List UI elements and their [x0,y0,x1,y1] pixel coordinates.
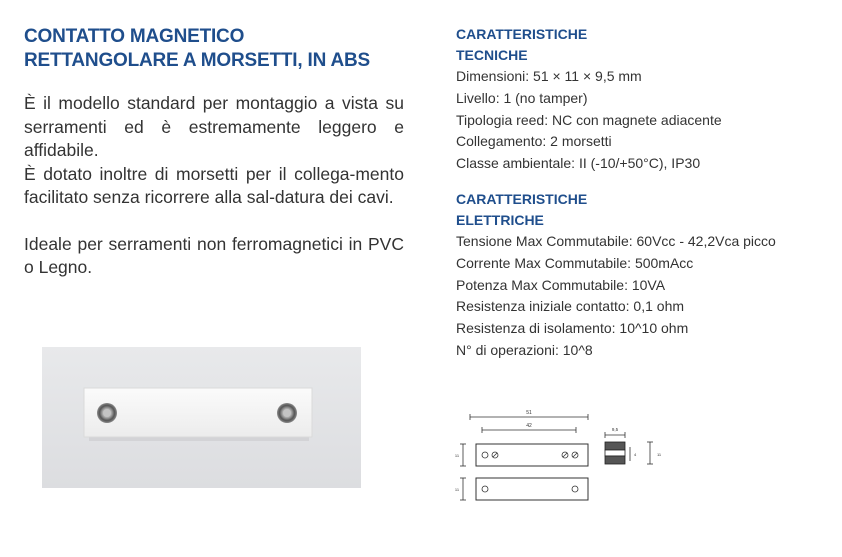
electrical-title-line-2: ELETTRICHE [456,211,544,228]
title-line-1: CONTATTO MAGNETICO [24,26,245,47]
intro-paragraph-3: Ideale per serramenti non ferromagnetici in PVC o Legno. [24,233,404,277]
spec-dimensions: Dimensioni: 51 × 11 × 9,5 mm [456,68,642,84]
technical-drawing [452,406,672,506]
dim-height-label-3: 11 [657,452,662,457]
spec-operations: N° di operazioni: 10^8 [456,341,593,358]
spec-reed-type: Tipologia reed: NC con magnete adiacente [456,111,722,128]
technical-section [456,24,836,175]
dim-height-label-2: 11 [454,487,460,492]
intro-paragraph-2: È dotato inoltre di morsetti per il collega-mento facilitato senza ricorrere alla sal-datura dei cavi. [24,163,404,207]
spec-max-power: Potenza Max Commutabile: 10VA [456,276,666,293]
technical-title [456,24,836,66]
electrical-section [456,189,836,362]
electrical-title-line-1: CARATTERISTICHE [456,190,588,207]
title-line-2: RETTANGOLARE A MORSETTI, IN ABS [24,50,370,71]
technical-title-line-2: TECNICHE [456,47,528,63]
product-photo [42,347,361,488]
paragraph-gap [24,210,404,233]
spec-connection: Collegamento: 2 morsetti [456,133,612,150]
electrical-title [456,189,836,231]
dim-depth-label: 9,5 [611,427,619,432]
dimension-drawing [452,406,672,506]
product-description [24,92,404,280]
magnetic-contact-photo [42,347,361,488]
spec-max-voltage: Tensione Max Commutabile: 60Vcc - 42,2Vca picco [456,232,776,249]
dim-height-label: 11 [454,453,460,458]
specifications-column [456,24,836,362]
intro-paragraph-1: È il modello standard per montaggio a vista su serramenti ed è estremamente leggero e affidabile. [24,93,404,160]
spec-max-current: Corrente Max Commutabile: 500mAcc [456,254,694,271]
product-title [24,25,424,73]
spec-environmental-class: Classe ambientale: II (-10/+50°C), IP30 [456,155,701,172]
spec-insulation-resistance: Resistenza di isolamento: 10^10 ohm [456,320,689,337]
spec-level: Livello: 1 (no tamper) [456,89,588,106]
dim-side-label: 4 [634,452,637,457]
technical-title-line-1: CARATTERISTICHE [456,26,588,42]
spec-contact-resistance: Resistenza iniziale contatto: 0,1 ohm [456,298,685,315]
dim-total-label: 51 [526,410,532,416]
dim-holes-label: 42 [526,423,532,429]
